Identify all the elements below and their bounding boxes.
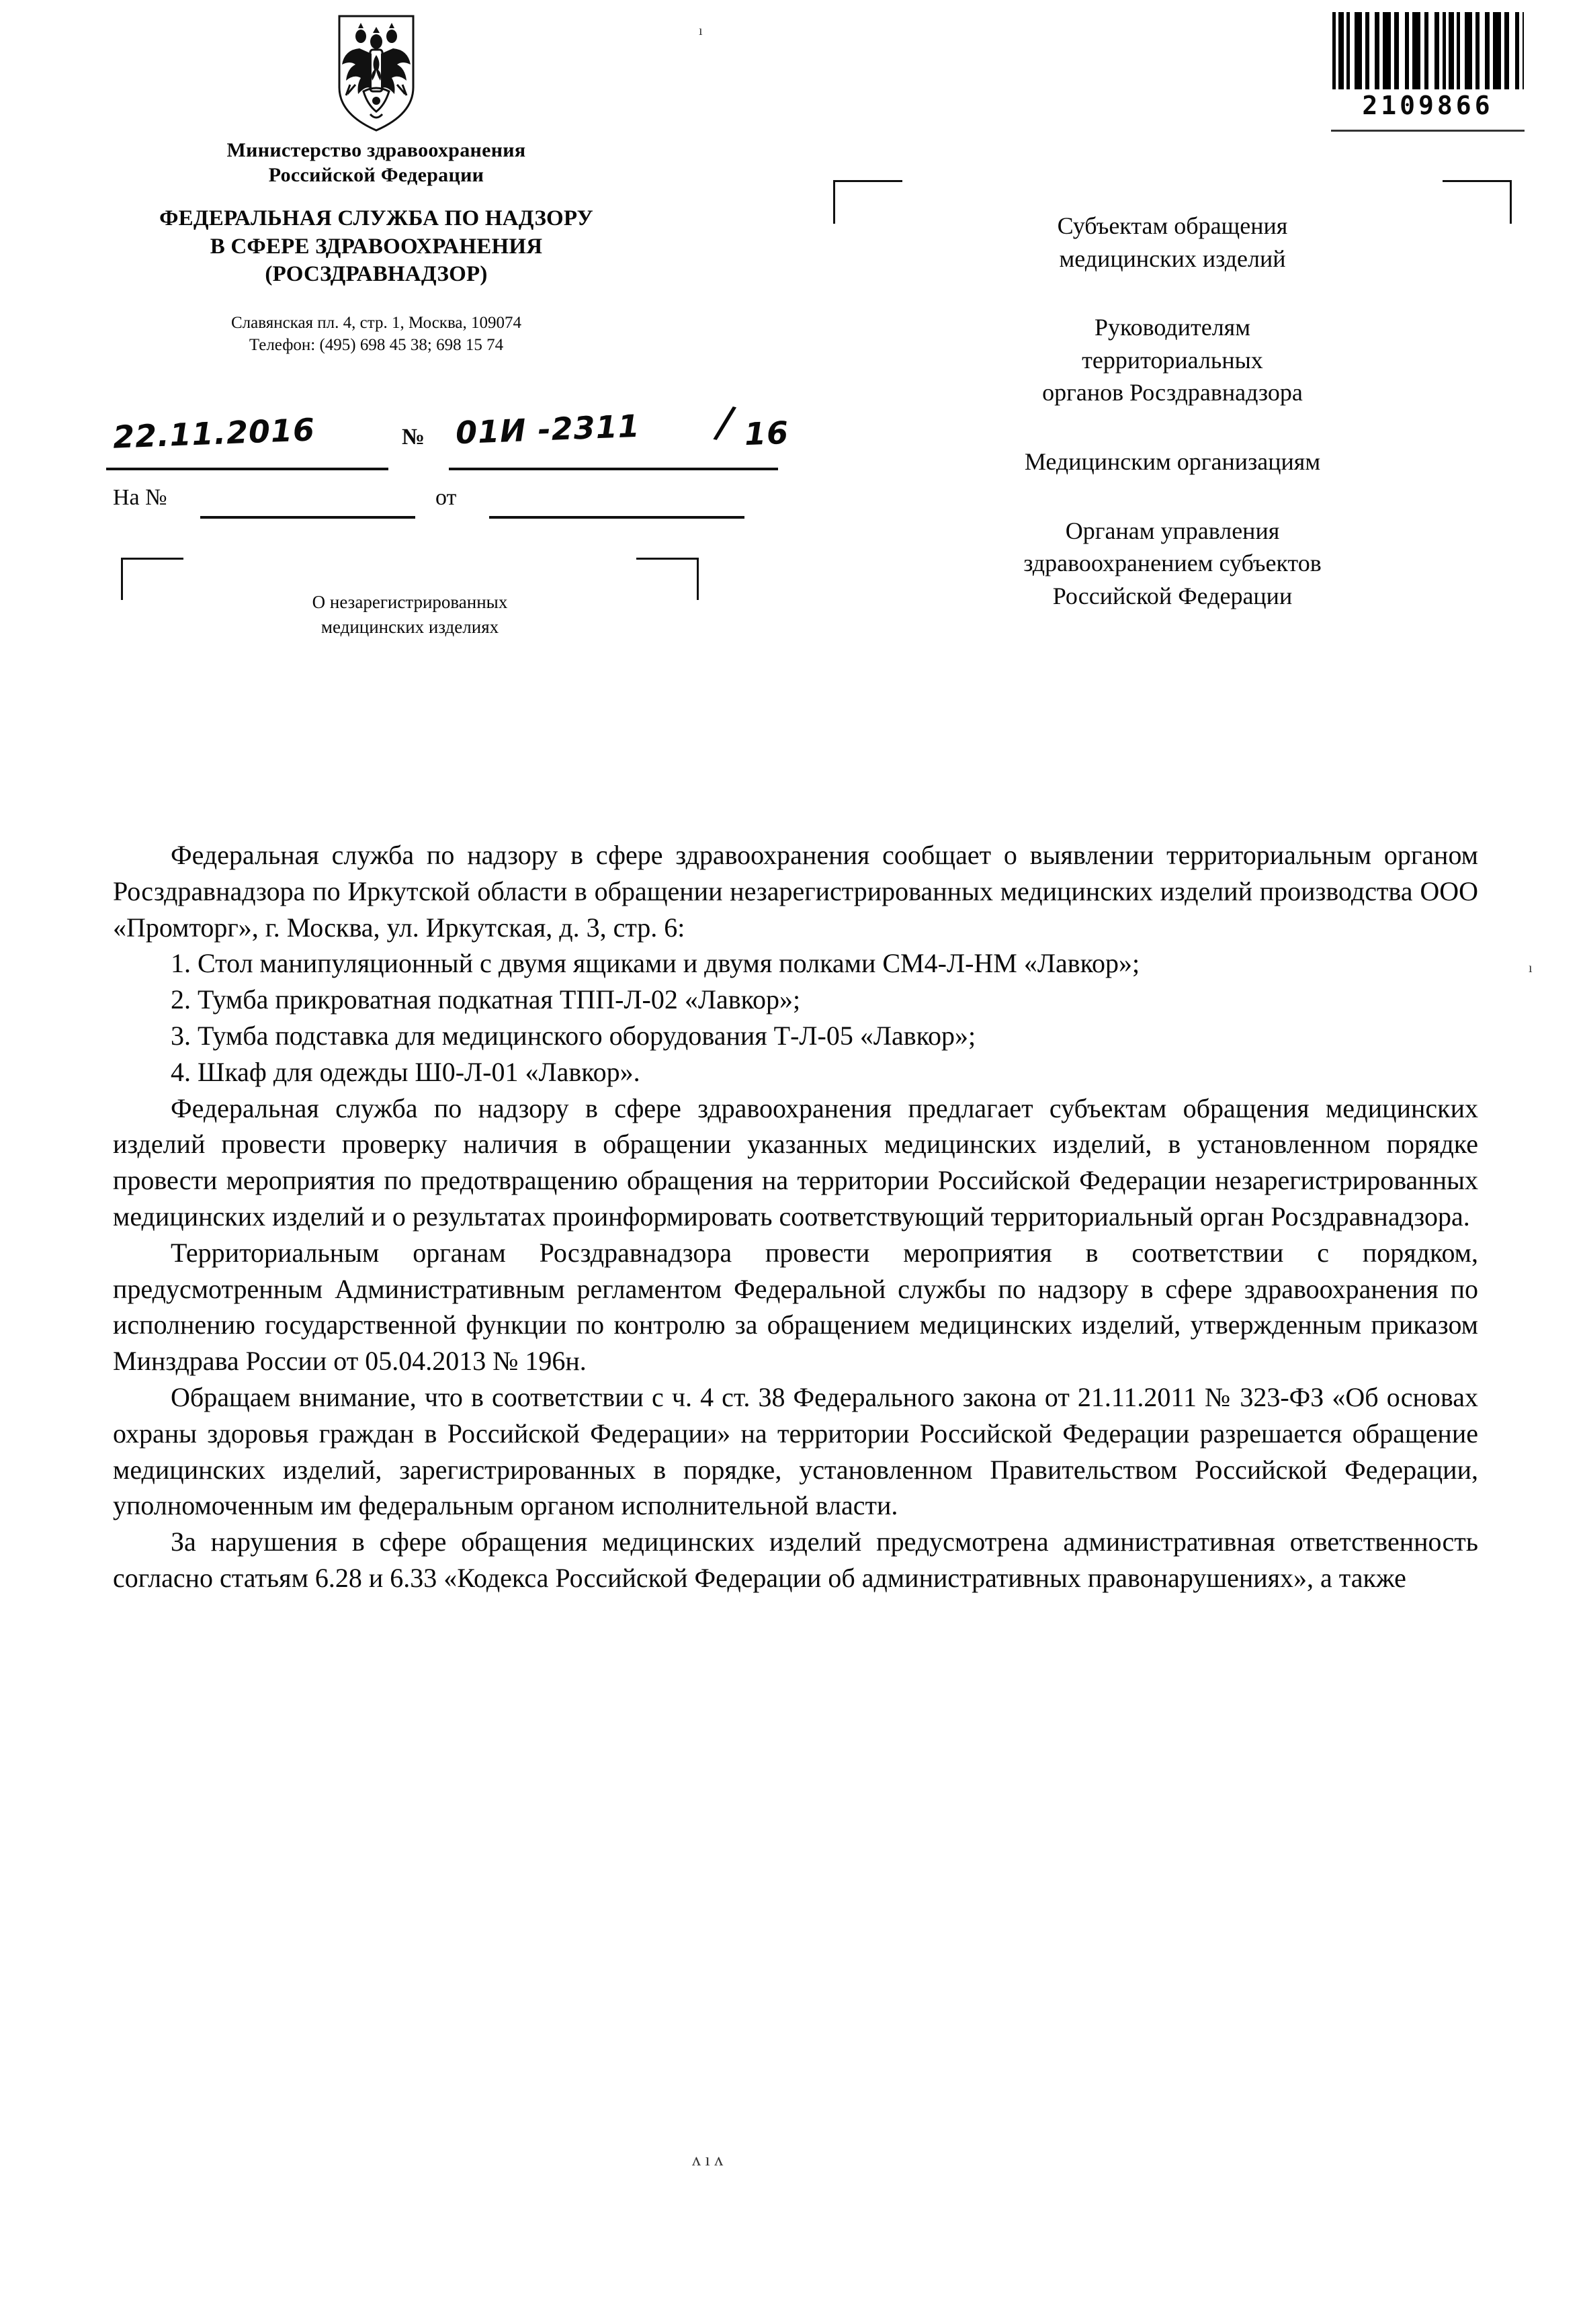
body-paragraph-3: Территориальным органам Росздравнадзора провести мероприятия в соответствии с порядком, предусмотренным Административным регламентом Федеральной службы по надзору в сфере здравоохранения по исполнению государственной функции по контролю за обращением медицинских изделий, утвержденным приказом Минздрава России от 05.04.2013 № 196н. xyxy=(113,1237,1478,1377)
reply-to-rule xyxy=(200,516,415,519)
addressee-list xyxy=(833,180,1512,612)
subject-line-1: О незарегистрированных xyxy=(312,592,508,612)
reply-from-rule xyxy=(489,516,744,519)
handwritten-date: 22.11.2016 xyxy=(112,411,316,456)
addressee-bracket-top-right xyxy=(1443,180,1512,224)
addressee-line: органов Росздравнадзора xyxy=(1042,379,1303,406)
letter-body xyxy=(113,837,1478,1596)
barcode-underline xyxy=(1331,130,1525,132)
reply-to-label: На № xyxy=(113,485,167,510)
number-rule xyxy=(449,468,778,470)
addressee-line: здравоохранением субъектов xyxy=(1023,550,1322,577)
addressee-group-2 xyxy=(833,311,1512,409)
body-paragraph-2: Федеральная служба по надзору в сфере здравоохранения предлагает субъектам обращения медицинских изделий провести проверку наличия в обращении указанных медицинских изделий, в установленном порядке провести мероприятия по предотвращению обращения на территории Российской Федерации незарегистрированных медицинских изделий и о результатах проинформировать соответствующий территориальный орган Росздравнадзора. xyxy=(113,1092,1478,1232)
addressee-line: территориальных xyxy=(1082,346,1263,374)
addressee-bracket-top-left xyxy=(833,180,902,224)
barcode-block xyxy=(1327,12,1529,132)
subject-bracket-top-left xyxy=(121,558,183,600)
addressee-group-3 xyxy=(833,445,1512,478)
ministry-line-1: Министерство здравоохранения xyxy=(226,139,526,161)
handwritten-slash: / xyxy=(712,395,739,449)
body-paragraph-1: Федеральная служба по надзору в сфере здравоохранения сообщает о выявлении территориальным органом Росздравнадзора по Иркутской области в обращении незарегистрированных медицинских изделий производства ООО «Промторг», г. Москва, ул. Иркутская, д. 3, стр. 6: xyxy=(113,840,1478,943)
addressee-line: Органам управления xyxy=(1065,517,1280,544)
ministry-name xyxy=(40,138,712,187)
reply-from-label: от xyxy=(435,485,457,510)
handwritten-year: 16 xyxy=(743,414,790,453)
device-item-1: 1. Стол манипуляционный с двумя ящиками и двумя полками СМ4-Л-НМ «Лавкор»; xyxy=(171,948,1140,979)
device-item-3: 3. Тумба подставка для медицинского оборудования Т-Л-05 «Лавкор»; xyxy=(171,1020,976,1051)
addressee-line: Руководителям xyxy=(1095,314,1250,341)
reply-reference-row xyxy=(113,485,751,532)
agency-name xyxy=(40,205,712,289)
agency-line-3: (РОСЗДРАВНАДЗОР) xyxy=(265,262,488,287)
barcode-icon xyxy=(1332,12,1524,89)
subject-bracket-top-right xyxy=(636,558,699,600)
handwritten-number: 01И -2311 xyxy=(455,407,641,451)
postal-address: Славянская пл. 4, стр. 1, Москва, 109074 xyxy=(230,313,522,332)
subject-block xyxy=(121,558,699,640)
subject-line-2: медицинских изделиях xyxy=(320,617,499,638)
barcode-number: 2109866 xyxy=(1362,91,1494,120)
subject-text xyxy=(121,558,699,640)
agency-line-1: ФЕДЕРАЛЬНАЯ СЛУЖБА ПО НАДЗОРУ xyxy=(159,206,593,231)
scan-artifact-mark: ʌ ı ʌ xyxy=(692,2150,724,2169)
device-item-4: 4. Шкаф для одежды Ш0-Л-01 «Лавкор». xyxy=(171,1056,640,1087)
addressee-group-4 xyxy=(833,515,1512,613)
addressee-line: Медицинским организациям xyxy=(1024,447,1321,475)
number-label: № xyxy=(402,425,425,449)
addressee-group-1 xyxy=(833,210,1512,275)
scan-artifact-mark: ı xyxy=(699,24,703,38)
letterhead xyxy=(40,7,712,356)
reference-row xyxy=(112,395,790,484)
phone-numbers: Телефон: (495) 698 45 38; 698 15 74 xyxy=(249,335,504,354)
agency-line-2: В СФЕРЕ ЗДРАВООХРАНЕНИЯ xyxy=(210,234,543,259)
scan-artifact-mark: ı xyxy=(1529,961,1533,976)
body-paragraph-5: За нарушения в сфере обращения медицинских изделий предусмотрена административная ответственность согласно статьям 6.28 и 6.33 «Кодекса Российской Федерации об административных правонарушениях», а также xyxy=(113,1526,1478,1593)
contact-info xyxy=(40,312,712,356)
addressee-line: Российской Федерации xyxy=(1052,582,1293,609)
device-item-2: 2. Тумба прикроватная подкатная ТПП-Л-02 «Лавкор»; xyxy=(171,984,801,1015)
addressee-block xyxy=(833,180,1512,612)
date-rule xyxy=(106,468,388,470)
ministry-line-2: Российской Федерации xyxy=(268,163,484,186)
addressee-line: Субъектам обращения xyxy=(1057,212,1288,239)
addressee-line: медицинских изделий xyxy=(1059,245,1286,272)
russian-coat-of-arms-emblem xyxy=(326,7,427,134)
body-paragraph-4: Обращаем внимание, что в соответствии с ч. 4 ст. 38 Федерального закона от 21.11.2011 № 323-ФЗ «Об основах охраны здоровья граждан в Российской Федерации» на территории Российской Федерации разрешается обращение медицинских изделий, зарегистрированных в порядке, установленном Правительством Российской Федерации, уполномоченным им федеральным органом исполнительной власти. xyxy=(113,1381,1478,1521)
